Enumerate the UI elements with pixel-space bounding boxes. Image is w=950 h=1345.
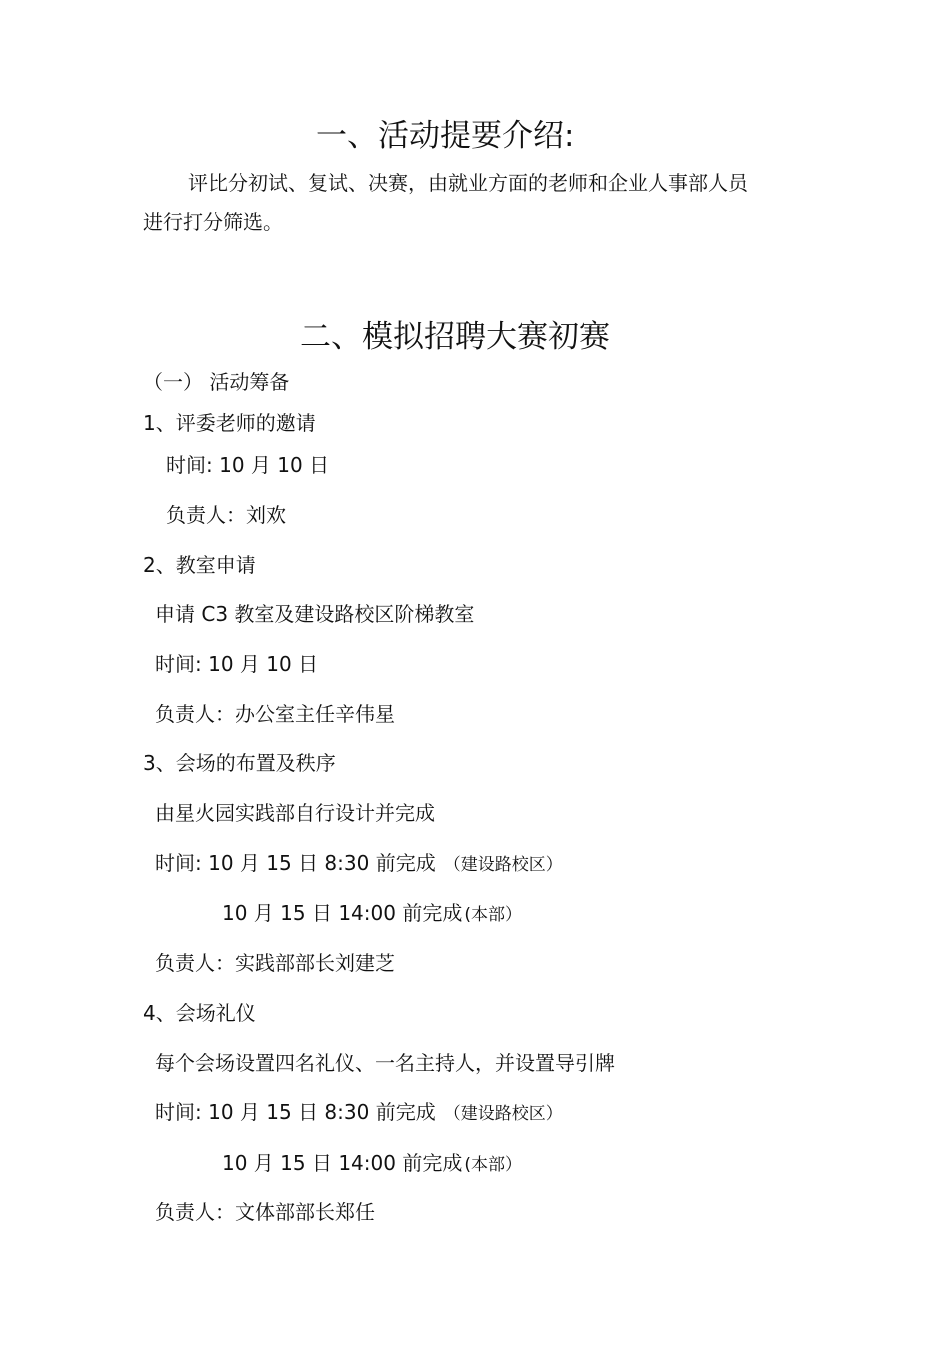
item1-owner: 负责人：刘欢 (166, 503, 286, 527)
section1-paragraph-line1: 评比分初试、复试、决赛，由就业方面的老师和企业人事部人员 (188, 171, 748, 195)
item3-time1-note: （建设路校区） (443, 855, 563, 875)
item2-title: 2、教室申请 (143, 553, 256, 577)
item4-time2-note: (本部） (464, 1155, 522, 1175)
section2-heading: 二、模拟招聘大赛初赛 (300, 319, 610, 355)
item3-time2 (222, 903, 522, 924)
section1-heading: 一、活动提要介绍: (316, 118, 575, 154)
item3-time2-note: (本部） (464, 905, 522, 925)
subsection-heading: （一） 活动筹备 (143, 370, 290, 394)
item2-description: 申请 C3 教室及建设路校区阶梯教室 (155, 602, 475, 626)
item4-time1 (155, 1102, 563, 1123)
item1-time: 时间: 10 月 10 日 (166, 453, 330, 477)
item3-time1 (155, 853, 563, 874)
section1-paragraph-line2: 进行打分筛选。 (143, 210, 283, 234)
item4-time1-note: （建设路校区） (443, 1104, 563, 1124)
item3-description: 由星火园实践部自行设计并完成 (155, 801, 435, 825)
item4-time2 (222, 1153, 522, 1174)
item4-title: 4、会场礼仪 (143, 1001, 256, 1025)
item4-description: 每个会场设置四名礼仪、一名主持人，并设置导引牌 (155, 1051, 615, 1075)
item4-owner: 负责人：文体部部长郑任 (155, 1200, 375, 1224)
item2-owner: 负责人：办公室主任辛伟星 (155, 702, 395, 726)
item3-time1-main: 时间: 10 月 15 日 8:30 前完成 (155, 851, 436, 875)
item2-time: 时间: 10 月 10 日 (155, 652, 319, 676)
item4-time2-main: 10 月 15 日 14:00 前完成 (222, 1151, 463, 1175)
item3-title: 3、会场的布置及秩序 (143, 751, 336, 775)
item4-time1-main: 时间: 10 月 15 日 8:30 前完成 (155, 1100, 436, 1124)
item1-title: 1、评委老师的邀请 (143, 411, 316, 435)
item3-owner: 负责人：实践部部长刘建芝 (155, 951, 395, 975)
item3-time2-main: 10 月 15 日 14:00 前完成 (222, 901, 463, 925)
